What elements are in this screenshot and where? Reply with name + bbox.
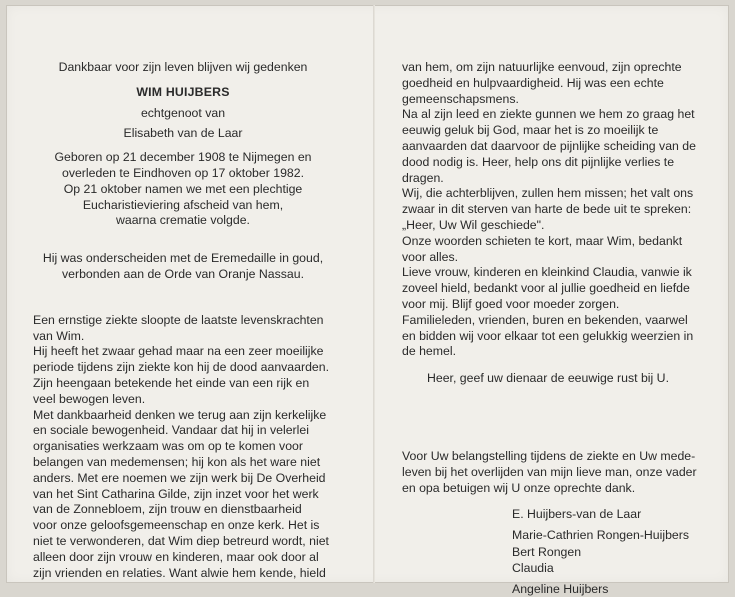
right-panel: [402, 60, 698, 597]
text-line: aanvaarden dat daarvoor de pijnlijke scheiding van de: [402, 138, 696, 153]
signatures: [402, 506, 698, 597]
text-line: Geboren op 21 december 1908 te Nijmegen en: [54, 150, 312, 165]
text-line: voor alles.: [402, 249, 459, 264]
text-line: veel bewogen leven.: [33, 391, 146, 406]
signature: Angeline Huijbers: [512, 581, 609, 596]
text-line: voor onze geloofsgemeenschap en onze kerk. Het is: [33, 518, 320, 533]
signature: E. Huijbers-van de Laar: [512, 507, 642, 522]
text-line: overleden te Eindhoven op 17 oktober 1982.: [61, 165, 305, 180]
text-line: en sociale bewogenheid. Vandaar dat hij in velerlei: [33, 423, 309, 438]
text-line: niet te verwonderen, dat Wim diep betreurd wordt, niet: [33, 533, 329, 548]
thanks-paragraph: [402, 449, 698, 496]
text-line: eeuwig geluk bij God, maar het is zo moeilijk te: [402, 123, 659, 138]
text-line: belangen van medemensen; hij kon als het ware niet: [33, 454, 321, 469]
prayer-line: Heer, geef uw dienaar de eeuwige rust bij U.: [427, 371, 669, 386]
text-line: Op 21 oktober namen we met een plechtige: [63, 181, 303, 196]
text-line: „Heer, Uw Wil geschiede".: [402, 217, 545, 232]
text-line: van hem, om zijn natuurlijke eenvoud, zijn oprechte: [402, 60, 682, 74]
text-line: verbonden aan de Orde van Oranje Nassau.: [62, 266, 304, 281]
text-line: van het Sint Catharina Gilde, zijn inzet voor het werk: [33, 486, 319, 501]
text-line: en bidden wij voor elkaar tot een gelukkig weerzien in: [402, 328, 694, 343]
text-line: Eucharistieviering afscheid van hem,: [82, 197, 284, 212]
text-line: dood nodig is. Heer, help ons dit pijnlijke verlies te: [402, 154, 675, 169]
signature: Bert Rongen: [512, 544, 582, 559]
text-line: Een ernstige ziekte sloopte de laatste levenskrachten: [33, 312, 324, 327]
text-line: periode tijdens zijn ziekte kon hij de dood aanvaarden.: [33, 360, 330, 375]
text-line: Hij was onderscheiden met de Eremedaille in goud,: [42, 251, 324, 266]
text-line: zwaar in dit sterven van harte de bede uit te spreken:: [402, 202, 692, 217]
birth-death-block: [33, 150, 333, 229]
text-line: organisaties werkzaam was om op te komen voor: [33, 439, 303, 454]
text-line: van de Zonnebloem, zijn trouw en dienstbaarheid: [33, 502, 302, 517]
text-line: Familieleden, vrienden, buren en bekenden, vaarwel: [402, 312, 688, 327]
text-line: de hemel.: [402, 344, 457, 359]
text-line: waarna crematie volgde.: [116, 213, 250, 228]
spouse-name: Elisabeth van de Laar: [123, 126, 243, 141]
text-line: gemeenschapsmens.: [402, 91, 519, 106]
text-line: zoveel hield, bedankt voor al jullie goedheid en liefde: [402, 281, 690, 296]
text-line: Voor Uw belangstelling tijdens de ziekte en Uw mede-: [402, 448, 696, 463]
spouse-intro: echtgenoot van: [140, 105, 226, 120]
text-line: en opa betuigen wij U onze oprechte dank.: [402, 480, 636, 495]
text-line: leven bij het overlijden van mijn lieve man, onze vader: [402, 464, 697, 479]
honour-block: [33, 251, 333, 283]
text-line: dragen.: [402, 170, 444, 185]
eulogy-body: [33, 313, 333, 582]
text-line: Lieve vrouw, kinderen en kleinkind Claudia, vanwie ik: [402, 265, 692, 280]
signature: Marie-Cathrien Rongen-Huijbers: [512, 527, 690, 542]
text-line: Hij heeft het zwaar gehad maar na een zeer moeilijke: [33, 344, 324, 359]
text-line: van Wim.: [33, 328, 85, 343]
eulogy-continued: [402, 60, 698, 107]
signature: Claudia: [512, 561, 554, 576]
text-line: anders. Met ere noemen we zijn werk bij De Overheid: [33, 470, 326, 485]
text-line: Na al zijn leed en ziekte gunnen we hem zo graag het: [402, 107, 695, 122]
text-line: zijn vrienden en relaties. Want alwie hem kende, hield: [33, 565, 326, 580]
deceased-name: WIM HUIJBERS: [136, 84, 230, 99]
eternal-rest-paragraph: [402, 107, 698, 186]
center-fold: [373, 5, 375, 583]
text-line: Zijn heengaan betekende het einde van een rijk en: [33, 375, 310, 390]
left-panel: [33, 60, 333, 581]
text-line: goedheid en hulpvaardigheid. Hij was een echte: [402, 75, 664, 90]
text-line: voor mij. Blijf goed voor moeder zorgen.: [402, 296, 620, 311]
opening-line: Dankbaar voor zijn leven blijven wij gedenken: [58, 60, 308, 74]
text-line: alleen door zijn vrouw en kinderen, maar ook door al: [33, 549, 319, 564]
text-line: Met dankbaarheid denken we terug aan zijn kerkelijke: [33, 407, 327, 422]
text-line: Wij, die achterblijven, zullen hem missen; het valt ons: [402, 186, 694, 201]
farewell-paragraph: [402, 186, 698, 360]
text-line: Onze woorden schieten te kort, maar Wim, bedankt: [402, 233, 683, 248]
